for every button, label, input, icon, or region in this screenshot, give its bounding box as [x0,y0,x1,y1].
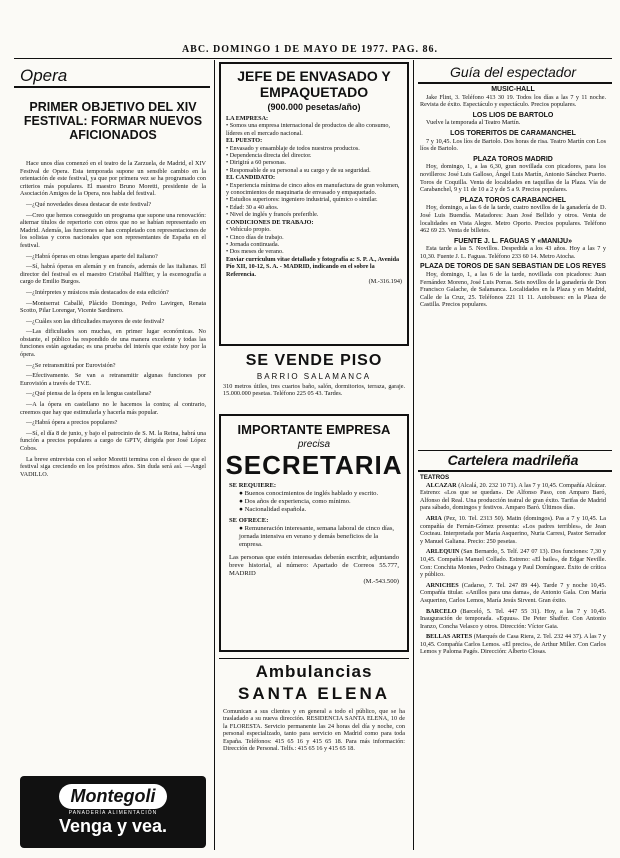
teatro-text: (Pez, 10. Tel. 2313 50). Matin (domingos). Pas a 7 y 10,45. La compañía de Fernán-Gómez presenta: «Los padres terribles», de Jean Cocteau. Interpretada por María Asquerino, Nuria Carresi, Pastor Serrador y Manuel Galiana. Precio: 250 pesetas. [420,514,606,545]
teatro-name: ALCAZAR [426,481,457,489]
jefe-line: • Dirigirá a 60 personas. [226,159,287,167]
column-divider [413,60,414,850]
ad-rule [219,658,409,659]
jefe-title: JEFE DE ENVASADO Y EMPAQUETADO [237,68,391,100]
montegoli-logo: Montegoli [59,784,168,809]
jefe-line: • Jornada continuada. [226,240,280,248]
guia-entry-text: Esta tarde a las 5. Novillos. Despedida a los 43 años. Hoy a las 7 y 10,30. Fuente J. L. Faguas. Teléfono 233 60 14. Metro Atocha. [420,245,606,260]
article-paragraph: —A la ópera en castellano no le hacemos la contra; al contrario, creemos que hay que estimularla y hacerla más popular. [20,401,206,416]
header-rule [14,58,612,59]
guia-entry-title: PLAZA DE TOROS DE SAN SEBASTIAN DE LOS REYES [420,263,606,271]
jefe-line: EL PUESTO: [226,137,263,145]
teatro-entry [420,633,606,656]
secretaria-offer-label: SE OFRECE: [229,517,269,524]
section-rule [418,82,612,84]
teatro-text: (Barceló, 5. Tel. 447 55 31). Hoy, a las 7 y 10,45. Inauguración de temporada. «Equus». De Peter Shaffer. Con Antonio Iranzo, Concha Velasco y otros. Dirección: Víctor Gaia. [420,607,606,630]
section-rule [418,470,612,472]
section-title-cartelera: Cartelera madrileña [447,452,579,468]
jefe-line: • Envasado y ensamblaje de todos nuestros productos. [226,144,360,152]
jefe-salary: (900.000 pesetas/año) [267,102,361,112]
article-paragraph: —Las dificultades son muchas, en primer lugar económicas. No obstante, el público ha respondido de una manera excelente y todas las funciones están agotadas; es una prueba del interés que existe hoy por la ópera. [20,328,206,359]
opera-article [20,160,206,770]
guia-listings [420,86,606,448]
guia-entry-title: FUENTE J. L. FAGUAS Y «MANIJU» [454,237,572,245]
article-paragraph: —¿Habrá ópera a precios populares? [26,419,118,427]
cartelera-listings [420,474,606,850]
guia-entry-text: 7 y 10,45. Los líos de Bartolo. Dos horas de risa. Teatro Martín con Los líos de Bartolo. [420,137,606,153]
opera-headline: PRIMER OBJETIVO DEL XIV FESTIVAL: FORMAR NUEVOS AFICIONADOS [23,100,203,142]
article-paragraph: Hace unos días comenzó en el teatro de la Zarzuela, de Madrid, el XIV Festival de Opera. Esta temporada supone un sensible cambio en la orientación de este festival, ya que por primera vez se ha programado con criterios más populares. El maestro Bruno Moretti, presidente de la Asociación Amigos de la Opera, nos habla del festival. [20,160,206,198]
jefe-line: • Dos meses de verano. [226,248,284,256]
guia-entry-text: Hoy, domingo, a las 6 de la tarde, cuatro novillos de la ganadería de D. José Luis Buendía. Matadores: Juan José Bellido y otros. Venta de localidades en Vista Alegre. Metro Oporto. Precios populares. Teléfono 462 69 23. Venta de billetes. [420,204,606,235]
section-rule [418,450,612,451]
montegoli-slogan: Venga y vea. [58,816,168,836]
jefe-line: • Dependencia directa del director. [226,152,312,160]
jefe-line: EL CANDIDATO: [226,174,276,182]
guia-entry-title: MUSIC-HALL [491,86,535,93]
secretaria-precisa: precisa [297,439,331,450]
article-paragraph: —¿Qué piensa de la ópera en la lengua castellana? [26,390,152,398]
teatro-name: ARNICHES [426,581,459,589]
jefe-line: • Experiencia mínima de cinco años en manufactura de gran volumen, y conocimientos de maquinaria de envasado y empaquetado. [226,181,400,197]
jefe-line: • Cinco días de trabajo. [226,233,284,241]
guia-entry-text: Hoy, domingo, 1, a las 6 de la tarde, novillada con picadores: Juan Fernández Moreno, José Luis Porras. Seis novillos de la ganadería de Don Francisco Galache, de Salamanca. Localidades en la Plaza y en Madrid, Calle de la Cruz, 25. Teléfonos 221 11 11. Autobuses: en la Plaza de Castilla. Precios populares. [420,271,606,309]
teatros-label: TEATROS [420,474,450,481]
jefe-line: CONDICIONES DE TRABAJO: [226,218,314,226]
teatro-name: ARLEQUIN [426,548,460,556]
guia-entry-title: LOS LIOS DE BARTOLO [472,111,554,119]
guia-entry-title: PLAZA TOROS MADRID [473,155,553,163]
piso-sub: BARRIO SALAMANCA [256,372,372,381]
article-paragraph: —Sí, habrá óperas en alemán y en francés, además de las italianas. El director del festival es el maestro Cristóbal Halffter, y la escenografía a cargo de Emilio Burgos. [20,263,206,286]
jefe-line: • Edad: 30 a 40 años. [226,203,279,211]
teatro-name: ARIA [426,514,442,522]
secretaria-top: IMPORTANTE EMPRESA [237,422,391,437]
teatro-entry [420,515,606,545]
section-title-guia: Guía del espectador [449,64,577,80]
jefe-line: • Vehículo propio. [226,226,271,234]
section-rule [14,86,210,88]
guia-entry-text: Hoy, domingo, 1, a las 6,30, gran novillada con picadores, para los novilleros: José Luis Galloso, Ángel Luis Martín, Antonio Sánchez Puerto. Toros de Coquilla. Venta de localidades en taquillas de la Plaza. Vía de Carabanchel, 9 y 11 de 10 a 2 y de 5 a 9. Precios populares. [420,163,606,194]
montegoli-ad [20,776,206,848]
article-paragraph: —Sí, el día 8 de junio, y bajo el patrocinio de S. M. la Reina, habrá una función a precios populares a cargo de GPTV, dirigida por José López Cobos. [20,429,206,452]
jefe-line: • Somos una empresa internacional de productos de alto consumo, líderes en el mercado nacional. [226,122,391,137]
teatro-entry [420,582,606,605]
ambulancias-title: Ambulancias [255,662,373,681]
secretaria-requirement: ● Buenos conocimientos de inglés hablado y escrito. [239,490,379,497]
article-paragraph: —Efectivamente. Se van a retransmitir algunas funciones por Eurovisión a través de TV.E. [20,372,206,387]
secretaria-requirement: ● Dos años de experiencia, como mínimo. [239,498,351,505]
secretaria-requirement: ● Nacionalidad española. [239,506,307,513]
guia-entry-text: Vuelve la temporada al Teatro Martín. [426,119,521,127]
secretaria-ref: (M.-543.500) [363,578,399,585]
teatro-entry [420,548,606,578]
teatro-name: BARCELO [426,607,457,615]
montegoli-sub: PANADERÍA ALIMENTACIÓN [68,810,158,816]
article-paragraph: —¿Intérpretes y músicos más destacados de esta edición? [26,288,169,296]
jefe-line: • Nivel de inglés y francés preferible. [226,211,319,219]
page-header: ABC. DOMINGO 1 DE MAYO DE 1977. PAG. 86. [181,44,439,55]
piso-title: SE VENDE PISO [245,352,383,369]
guia-entry-title: PLAZA TOROS CARABANCHEL [459,196,567,204]
section-title-opera: Opera [20,66,68,85]
jefe-line: • Estudios superiores: ingeniero industrial, químico o similar. [226,196,378,204]
secretaria-ad [219,414,409,652]
article-paragraph: —¿Cuáles son las dificultades mayores de este festival? [26,317,165,325]
jefe-line: (M.-316.194) [368,277,402,285]
article-paragraph: —¿Se retransmitirá por Eurovisión? [26,361,116,369]
ambulancias-text: Comunican a sus clientes y en general a todo el público, que se ha trasladado a su nueva dirección. RESIDENCIA SANTA ELENA, 10 de la FLORESTA. Servicio permanente las 24 horas del día y noche, con personal especializado, tanto para servicio en Madrid como para toda España. Teléfonos: 415 65 16 y 415 65 18. Para más información: Dirección de Personal. Telfs.: 415 65 16 y 415 65 18. [223,708,405,753]
teatro-name: BELLAS ARTES [426,633,473,641]
secretaria-req-label: SE REQUIERE: [229,482,277,489]
secretaria-offer: ● Remuneración interesante, semana laboral de cinco días, jornada intensiva en verano y demás beneficios de la empresa. [239,525,395,548]
jefe-line: • Responsable de su personal a su cargo y de su seguridad. [226,166,371,174]
teatro-entry [420,608,606,631]
secretaria-title: SECRETARIA [225,450,403,480]
teatro-text: (Alcalá, 20. 232 10 71). A las 7 y 10,45. Compañía Alcázar. Estreno: «Los que se quedan». De Alfonso Paso, con Amparo Baró, Alfonso del Real. Una producción teatral de gran éxito. Tarifas de Madrid para sábado, domingos y festivos. Amparo Baró. Últimos días. [420,481,606,512]
secretaria-footer: Las personas que estén interesadas deberán escribir, adjuntando breve historial, al número: Apartado de Correos 55.777, MADRID [229,554,399,577]
jefe-line: Enviar currículum vitae detallado y fotografía a: S. P. A., Avenida Pío XII, 10-12, S. A. - MADRID, indicando en el sobre la Referencia. [226,255,400,278]
column-divider [214,60,215,850]
article-paragraph: La breve entrevista con el señor Moretti termina con el deseo de que el festival siga creciendo en los próximos años. Sin duda será así. —Angel VADILLO. [20,455,206,478]
ambulancias-name: SANTA ELENA [238,684,390,703]
jefe-line: LA EMPRESA: [226,115,269,122]
article-paragraph: —Creo que hemos conseguido un programa que supone una renovación: alternar títulos de repertorio con otros que no se habían representado en Madrid. Además, las funciones se han completado con representaciones de los solistas y coros nacionales que son representantes de España en el festival. [20,211,206,249]
article-paragraph: —¿Habrá óperas en otras lenguas aparte del italiano? [26,252,158,260]
teatro-entry [420,482,606,512]
piso-text: 310 metros útiles, tres cuartos baño, salón, dormitorios, terraza, garaje. 15.000.000 pesetas. Teléfono 225 05 43. Tardes. [223,383,405,398]
jefe-ad [219,62,409,346]
teatro-text: (Marqués de Casa Riera, 2. Tel. 232 44 37). A las 7 y 10,45. Compañía Carlos Lemos. «El precio», de Arthur Miller. Con Carlos Lemos y Paloma Pagés. Dirección: Alberto Closas. [420,633,606,656]
article-paragraph: —Montserrat Caballé, Plácido Domingo, Pedro Lavirgen, Renata Scotto, Pilar Lorengar, Vicente Sardinero. [20,299,206,315]
teatro-text: (San Bernardo, 5. Telf. 247 07 13). Dos funciones: 7,30 y 10,45. Compañía Manuel Collado. Estreno: «El baile», de Edgar Neville. Con: Conchita Montes, Pedro Osinaga y Paul Domínguez. Éxito de crítica y público. [420,548,606,579]
teatro-text: (Cadarso, 7. Tel. 247 89 44). Tarde 7 y noche 10,45. Compañía titular. «Anillos para una dama», de Antonio Gala. Con María Asquerino, Carlos Lemos, María Jesús Sirvent. Gran éxito. [420,581,606,604]
guia-entry-text: Jake Flint, 3. Teléfono 413 30 19. Todos los días a las 7 y 11 noche. Revista de éxito. Espectáculo y espectáculo. Precios populares. [420,93,606,109]
guia-entry-title: LOS TORERITOS DE CARAMANCHEL [450,129,576,137]
article-paragraph: —¿Qué novedades desea destacar de este festival? [26,200,152,208]
